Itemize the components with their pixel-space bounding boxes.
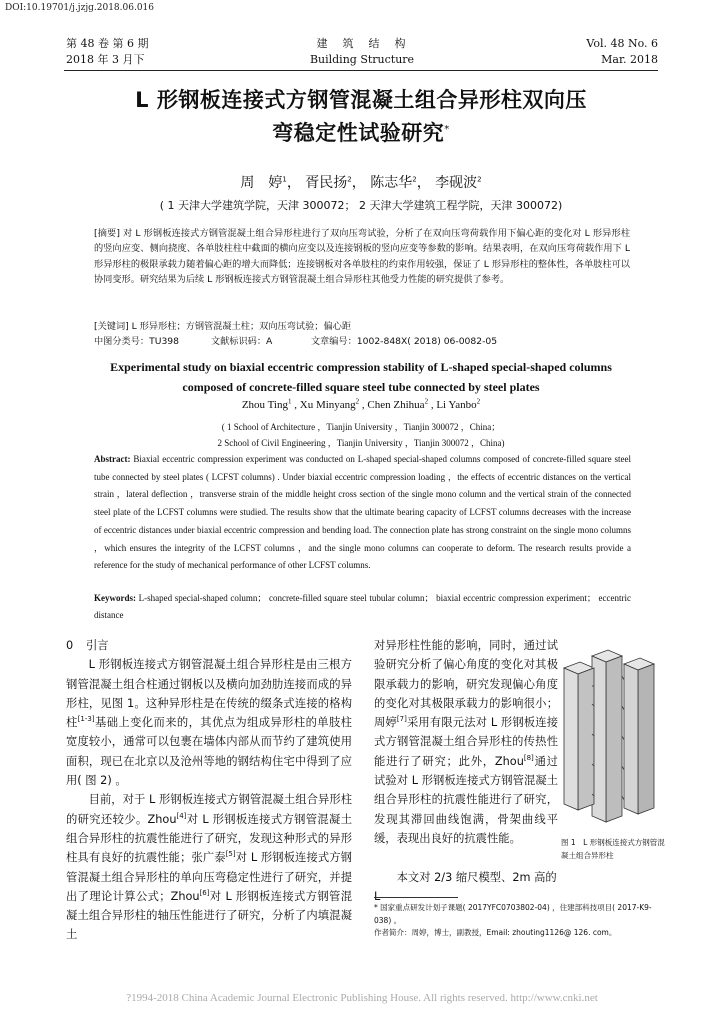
title-en-line-2: composed of concrete-filled square steel tube connected by steel plates [182,380,540,394]
affiliation-en-line-1: ( 1 School of Architecture ，Tianjin University ，Tianjin 300072 ，China； [221,422,501,432]
abstract-en-text: Biaxial eccentric compression experiment was conducted on L-shaped special-shaped columns composed of concrete-filled square steel tube connected by steel plates ( LCFST columns) . Under biaxial eccentric compression loading ，the effects of eccentric distances on the vertical strain ，lateral deflection ，transverse strain of the middle height cross section of the single mono column and the vertical strain of the connected steel plate of the LCFST columns were studied. The results show that the ultimate bearing capacity of LCFST columns decreases with the increase of eccentric distances under biaxial eccentric compression and bending load. The connection plate has strong constraint on the single mono columns ，which ensures the integrity of the LCFST columns ，and the single mono columns can cooperate to deform. The research results provide a reference for the study of mechanical performance of other LCFST columns. [94,454,632,571]
paragraph: L 形钢板连接式方钢管混凝土组合异形柱是由三根方钢管混凝土组合柱通过钢板以及横向加劲肋连接而成的异形柱，见图 1。这种异形柱是在传统的缀条式连接的格构柱[1-3]基础上变化而来的，其优点为组成异形柱的单肢柱宽度较小，通常可以包裹在墙体内部从而节约了建筑使用面积，现已在北京以及沧州等地的钢结构住宅中得到了应用( 图 2) 。 [66,658,352,788]
title-en [64,357,658,397]
paper-title [64,84,658,150]
body-column-right-tail [374,868,558,907]
abstract-text: 对 L 形钢板连接式方钢管混凝土组合异形柱进行了双向压弯试验，分析了在双向压弯荷载作用下偏心距的变化对 L 形异形柱的竖向应变、侧向挠度、各单肢柱柱中截面的横向应变以及连接钢板的竖向应变等参数的影响。结果表明，在双向压弯荷载作用下 L 形异形柱的极限承载力随着偏心距的增大而降低；连接钢板对各单肢柱的约束作用较强，保证了 L 形异形柱的整体性，各单肢柱可以协同变形。研究结果为后续 L 形钢板连接式方钢管混凝土组合异形柱其他受力性能的研究提供了参考。 [94,228,631,285]
keywords-en-label: Keywords: [94,593,136,603]
author-list [64,172,658,192]
keywords-label: [关键词] [94,321,129,332]
title-line-1: L 形钢板连接式方钢管混凝土组合异形柱双向压 [135,88,587,112]
author-sup: 1 [288,397,292,406]
paragraph: 本文对 2/3 缩尺模型、2m 高的 [396,871,557,884]
column-drawing [564,650,654,822]
keywords-en-text: L-shaped special-shaped column； concrete-filled square steel tubular column； biaxial eccentric compression experiment； eccentric distance [94,593,632,620]
document-code: 文献标识码：A [210,336,273,347]
author-list-en: Zhou Ting$^1$ , Xu Minyang$^2$ , Chen Zhihua$^2$ , Li Yanbo$^2$ [241,397,481,411]
abstract-cn [94,226,630,287]
body-column-left [66,636,352,945]
title-en-line-1: Experimental study on biaxial eccentric compression stability of L-shaped special-shaped columns [110,360,612,374]
citation: [8] [523,754,534,763]
section-title: 引言 [86,639,109,652]
classification [94,333,630,347]
author-name: 李砚波 [435,175,478,191]
author-name: 陈志华 [370,175,413,191]
paragraph: 对异形柱性能的影响，同时，通过试验研究分析了偏心角度的变化对其极限承载力的影响，研究发现偏心角度的变化对其极限承载力的影响很小；周婷[7]采用有限元法对 L 形钢板连接式方钢管混凝土组合异形柱的传热性能进行了研究；此外，Zhou[8]通过试验对 L 形钢板连接式方钢管混凝土组合异形柱的抗震性能进行了研究，发现其滞回曲线饱满，骨架曲线平缓，表现出良好的抗震性能。 [374,639,558,845]
author-sep: ， [416,175,431,191]
author-sup: 2 [424,397,429,406]
author-sep: ， [351,175,366,191]
abstract-en-label: Abstract: [94,454,131,464]
journal-cn: 建 筑 结 构 [316,37,408,50]
author-sup: 2 [476,397,481,406]
citation: [6] [199,889,210,898]
author-name: 胥民扬 [305,175,348,191]
affiliation-en [64,419,658,451]
section-heading [66,636,352,655]
clc-number: 中图分类号：TU398 [94,336,179,347]
author-name-en: Xu Minyang [299,399,356,411]
abstract-en [94,451,631,575]
paragraph: 目前，对于 L 形钢板连接式方钢管混凝土组合异形柱的研究还较少。Zhou[4]对 L 形钢板连接式方钢管混凝土组合异形柱的抗震性能进行了研究，发现这种形式的异形柱具有良好的抗震性能；张广泰[5]对 L 形钢板连接式方钢管混凝土组合异形柱的单向压弯稳定性进行了研究，并提出了理论计算公式；Zhou[6]对 L 形钢板连接式方钢管混凝土组合异形柱的轴压性能进行了研究，分析了内填混凝土 [66,793,352,942]
author-sup: 1 [282,175,287,184]
footnote-author: 作者简介：周婷，博士，副教授，Email: zhouting1126@ 126. com。 [374,928,617,937]
section-number: 0 [66,639,74,652]
body-column-right [374,636,558,848]
figure-l-shaped-column [562,646,662,826]
header-rule [64,70,658,71]
footnote-fund: * 国家重点研发计划子课题( 2017YFC0703802-04) ，住建部科技项目( 2017-K9-038) 。 [374,903,652,925]
author-name-en: Chen Zhihua [367,399,425,411]
footnote [374,902,662,940]
citation: [1-3] [77,715,95,724]
footnote-rule [374,897,458,898]
author-sep: ， [286,175,301,191]
issue-cn: 第 48 卷 第 6 期 [66,37,149,50]
title-star: * [444,124,450,135]
author-sup: 2 [355,397,360,406]
affiliation-cn: ( 1 天津大学建筑学院，天津 300072； 2 天津大学建筑工程学院，天津 300072) [159,199,563,212]
author-name-en: Li Yanbo [436,399,477,411]
doi: DOI:10.19701/j.jzjg.2018.06.016 [5,3,155,13]
journal-en: Building Structure [309,53,415,66]
volume-en: Vol. 48 No. 6 [586,37,658,50]
citation: [4] [176,811,187,820]
keywords-cn [94,318,630,332]
citation: [5] [225,850,236,859]
keywords-en [94,590,631,624]
citation: [7] [396,715,407,724]
abstract-label: [摘要] [94,228,120,239]
figure-caption: 图 1 L 形钢板连接式方钢管混凝土组合异形柱 [561,838,665,860]
header-volume [586,36,658,68]
author-name: 周 婷 [240,175,283,191]
article-number: 文章编号：1002-848X( 2018) 06-0082-05 [310,336,498,347]
keywords-text: L 形异形柱；方钢管混凝土柱；双向压弯试验；偏心距 [131,321,352,332]
affiliation-en-line-2: 2 School of Civil Engineering ，Tianjin University ，Tianjin 300072 ，China) [217,438,505,448]
author-sup: 2 [412,175,417,184]
author-name-en: Zhou Ting [241,399,288,411]
title-line-2: 弯稳定性试验研究* [272,121,450,145]
copyright-footer: ?1994-2018 China Academic Journal Electronic Publishing House. All rights reserved. http://www.cnki.net [126,992,598,1004]
author-sup: 2 [477,175,482,184]
date-cn: 2018 年 3 月下 [66,53,145,66]
author-sup: 2 [347,175,352,184]
date-en: Mar. 2018 [601,53,658,66]
